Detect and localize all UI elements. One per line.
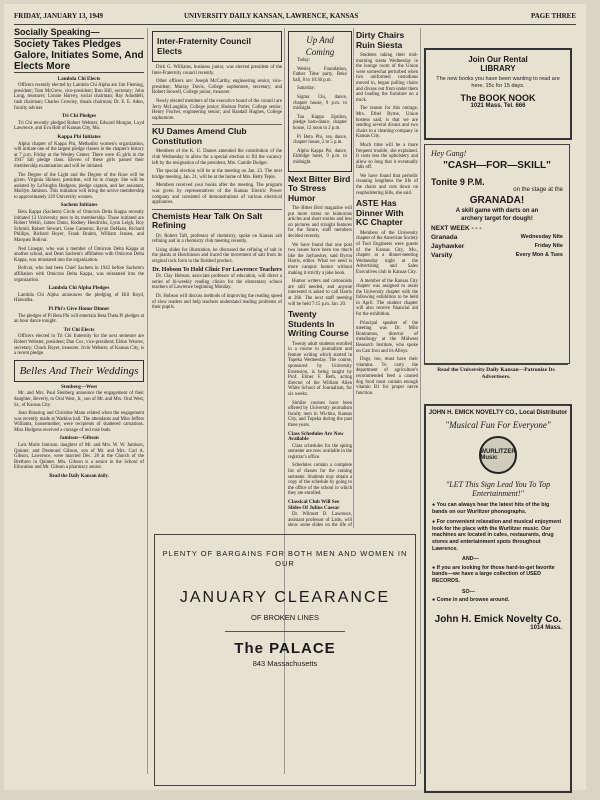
item-heading: Kappa Phi Initiates xyxy=(57,133,101,140)
weddings-items xyxy=(14,385,144,471)
wurlitzer-logo-icon xyxy=(479,436,517,474)
classical-text xyxy=(288,512,352,528)
upcoming-paragraph: Alpha Kappa Psi, dance, Eldridge hotel, 9 p.m. to midnight. xyxy=(293,148,347,165)
emick-slogan: "Musical Fun For Everyone" xyxy=(445,420,551,430)
granada-line6: A skill game with darts on an archery target for dough! xyxy=(455,208,539,222)
bitter-bird-text xyxy=(288,206,352,307)
granada-when: Wednesday Nite xyxy=(520,234,563,240)
ifc-box xyxy=(152,31,282,62)
dames-paragraph: Members of the K. U. Dames amended the constitution of the club Wednesday to allow for a special election to fill the vacancy left by the resignation of the president, Mrs. Camile Dodger. xyxy=(152,149,282,166)
granada-ad xyxy=(424,144,570,364)
item-text: Mr. and Mrs. Paul Stenberg announce the engagement of their daughter, Beverly, to Oral West, Jr., son of Mr. and Mrs. Oral West, Sr., of Kansas City. xyxy=(14,391,144,408)
item-text: Officers elected in Tri Chi fraternity for the next semester are Robert Webster, president; Dan Cox, vice-president; Eldon Weaver, secretary; Chuck Boyer, treasurer. Irvin Webster, of Kansas City, is a recent pledge. xyxy=(14,334,144,357)
rental-line2: LIBRARY xyxy=(480,64,516,73)
emick-company: John H. Emick Novelty Co. xyxy=(434,613,562,625)
masthead-paper: UNIVERSITY DAILY KANSAN, LAWRENCE, KANSAS xyxy=(184,12,359,20)
advertisers-footer: Read the University Daily Kansan—Patronize Its Advertisers. xyxy=(424,364,568,406)
granada-when: Friday Nite xyxy=(534,243,563,249)
item-heading: Stenberg—West xyxy=(60,383,98,390)
rental-store: The BOOK NOOK xyxy=(460,93,536,103)
upcoming-paragraph: Sigma Chi, dance, chapter house, 9 p.m. to midnight. xyxy=(293,94,347,112)
column-rule xyxy=(420,28,421,774)
upcoming-headline: Up And Coming xyxy=(305,35,335,57)
footer-note: Read the Daily Kansan daily. xyxy=(49,474,109,480)
writing-paragraph: Similar courses have been offered by University journalism faculty men in Wichita, Kansas City, and Topeka during the past three years. xyxy=(288,400,352,428)
upcoming-paragraph: Today: xyxy=(297,58,311,63)
emick-address: 1014 Mass. xyxy=(530,624,562,631)
ifc-paragraph: Other officers are: Joseph McCarthy, engineering senior, vice-president; Murray Davis, College sophomore, secretary; and Robert Stowell, College junior, treasurer. xyxy=(152,79,282,96)
dames-text xyxy=(152,149,282,205)
aste-paragraph: Dogs, too, must have their vitamins. To carry the department of agriculture's recommended feed a canned dog food must contain enough vitamin B1 for proper nerve function. xyxy=(356,357,418,396)
granada-line2: "CASH—FOR—SKILL" xyxy=(443,160,551,171)
aste-headline: ASTE Has Dinner With KC Chapter xyxy=(356,198,404,228)
granada-line5: GRANADA! xyxy=(469,195,525,206)
dames-paragraph: Members received your books after the meeting. The program was given by representatives of the Kansas Electric Power company and consisted of demonstrations of various electrical appliances. xyxy=(152,183,282,206)
emick-bullet-3: ● If you are looking for those hard-to-get favorite bands—we have a large collection of USED RECORDS. xyxy=(432,565,564,585)
writing-text xyxy=(288,342,352,429)
item-text: Lambda Chi Alpha announces the pledging of Bill Boyd, Hiawatha. xyxy=(14,292,144,304)
item-heading: Lambda Chi Elects xyxy=(57,75,101,82)
granada-schedule-row xyxy=(431,234,563,241)
dirty-chairs-paragraph: We have found that periodic cleaning lengthens the life of the chairs and cuts down on reupholstering bills, she said. xyxy=(356,173,418,196)
granada-schedule-row xyxy=(431,252,563,259)
item-text: Lois Marie Jamison, daughter of Mr. and Mrs. W. W. Jamison, Quinter, and Desmond Gibson, son of Mr. and Mrs. Carl A. Gibson, Lawrence, were married Dec. 28 at the Church of the Brethren in Quinter. Mrs. Gibson is a senior in the School of Education and Mr. Gibson a pharmacy senior. xyxy=(14,443,144,471)
upcoming-paragraph: Wesley Foundation, Father Time party, Reko hall, 8 to 10:30 p.m. xyxy=(293,66,347,83)
item-text: Beta Kappa (Sachem) Circle of Omicron Delta Kappa recently initiated 13 University men to its membership. Those initiated are Robert Welsh, James Dunn, Rodney Hendricks, Lynn Leigh, Roy Schmid, Robert Stewart, Gene Cameron, Byron DeHaan, Richard Phillips, Richard Boyer, Frank Brahm, William Jensen, and Marquez Bolivar. xyxy=(14,210,144,244)
society-items xyxy=(14,77,144,357)
emick-so: SO— xyxy=(462,588,475,595)
emick-tagline: "LET This Sign Lead You To Top Entertainment!" xyxy=(445,480,551,498)
rental-line1: Join Our Rental xyxy=(468,55,528,64)
clearance-store: The PALACE xyxy=(234,640,336,657)
rental-library-ad xyxy=(424,48,572,140)
clearance-line1: PLENTY OF BARGAINS FOR BOTH MEN AND WOMEN IN OUR xyxy=(162,549,408,568)
granada-schedule xyxy=(425,234,569,259)
emick-header: JOHN H. EMICK NOVELTY CO., Local Distributor xyxy=(428,410,568,416)
emick-and: AND— xyxy=(462,556,479,563)
clearance-line3: OF BROKEN LINES xyxy=(251,613,319,622)
emick-bullet-4: ● Come in and browse around. xyxy=(432,597,564,604)
bitter-bird-paragraph: Humor writers and cartoonists are still needed, and anyone interested is asked to call Harris at 266. The next staff meeting will be held 7:15 p.m. Jan. 20. xyxy=(288,279,352,307)
dirty-chairs-paragraph: Much time will be a more frequent trouble, she explained. It costs less the upholstery and allow so long that it eventually falls off. xyxy=(356,142,418,171)
granada-line1: Hey Gang! xyxy=(431,149,467,158)
clearance-line2: JANUARY CLEARANCE xyxy=(179,589,391,606)
item-heading: Tri Chi Pledges xyxy=(61,113,97,120)
upcoming-box xyxy=(288,31,352,172)
column-rule xyxy=(353,28,354,528)
weddings-box xyxy=(14,360,144,382)
schedules-text xyxy=(288,444,352,497)
weddings-title: Belles And Their Weddings xyxy=(19,364,139,377)
item-text: The Degree of the Light and the Degree of the Rose will be given. Virginia Skinner, president, will be in charge. She will be assisted by LaVaughn Hudgens, pledge captain, and her assistant, Marilyn Jamison. This initiation will bring the active membership to approximately 120 University women. xyxy=(14,172,144,200)
granada-line4: on the stage at the xyxy=(513,187,563,193)
upcoming-paragraph: Saturday: xyxy=(297,86,316,92)
clearance-rule xyxy=(225,631,345,632)
emick-bullet-2: ● For convenient relaxation and musical enjoyment look for the place with the Wurlitzer music. Our machines are located in cafes, restaurants, drug stores and entertainment spots throughout Lawrence. xyxy=(432,519,564,552)
column-rule xyxy=(147,28,148,774)
palace-clearance-ad xyxy=(154,534,416,786)
dirty-chairs-headline: Dirty Chairs Ruin Siesta xyxy=(356,30,405,50)
newspaper-page xyxy=(4,4,586,790)
hobson-paragraph: Dr. Clay Hobson, associate professor of education, will direct a series of bi-weekly reading clinics for the elementary school teachers of Lawrence beginning Monday. xyxy=(152,274,282,291)
item-text: Alpha chapter of Kappa Phi, Methodist women's organization, will initiate one of the largest pledge classes in the chapter's history at 7 p.m. Friday at the Wesley Center. There were 45 girls in the 1947 fall pledge class. Eleven of these girls passed their membership examination and will be initiated. xyxy=(14,141,144,169)
dames-paragraph: The special election will be at the meeting on Jan. 23. The next bridge meeting, Jan. 21, will be at the home of Mrs. Betty Teple. xyxy=(152,169,282,180)
item-text: Ned Linegar, who was a member of Omicron Delta Kappa at another school, and Dean Sachem's affiliation with Omicron Delta Kappa, was reinstated into the organization. xyxy=(14,246,144,263)
granada-place: Granada xyxy=(431,234,458,241)
bitter-bird-paragraph: We have found that one post two issues have been too much like the Jayhawker, said Byron Harris, editor. What we need is more campus humor without making it strictly a joke book. xyxy=(288,242,352,276)
ifc-text xyxy=(152,65,282,121)
granada-place: Jayhawker xyxy=(431,243,465,250)
section-title: Socially Speaking— xyxy=(14,27,100,37)
item-text: Officers recently elected by Lambda Chi Alpha are Jim Fleming, president; Tom McGrew, vice-president; Ron Hill, secretary; John Long, treasurer; Lonnie Harvey, social chairman; Ray Aduddell, rush chairman; Charles Crowley, rituals chairman; Dr. E. E. Aden, faculty adviser. xyxy=(14,83,144,111)
writing-headline: Twenty Students In Writing Course xyxy=(288,309,349,339)
aste-paragraph: Members of the University chapter of the American Society of Tool Engineers were guests of the Kansas City, Mo., chapter at a dinner-meeting Wednesday night at the Advertising and Sales Executives club in Kansas City. xyxy=(356,230,418,275)
rental-address: 1021 Mass. Tel. 666 xyxy=(470,103,526,109)
aste-paragraph: Principal speaker of the meeting was Dr. Milo Bontramos, director of metallurgy at the Midwest Research Institute, who spoke on Cast Iron and its Alloys. xyxy=(356,320,418,354)
wurlitzer-badge-text: WURLITZER Music xyxy=(480,449,516,461)
item-text: The pledges of Pi Beta Phi will entertain Beta Theta Pi pledges at an hour dance tonight. xyxy=(14,313,144,325)
hobson-paragraph: Dr. Hobson will discuss methods of improving the reading speed of slow readers and help teachers understand reading problems of their pupils. xyxy=(152,294,282,311)
masthead-page: PAGE THREE xyxy=(530,12,576,20)
dames-headline: KU Dames Amend Club Constitution xyxy=(152,124,282,146)
granada-line3: Tonite 9 P.M. xyxy=(431,177,485,187)
hobson-headline: Dr. Hobson To Hold Clinic For Lawrence Teachers xyxy=(152,266,282,273)
emick-novelty-ad xyxy=(424,404,572,793)
chemists-text xyxy=(152,234,282,265)
aste-paragraph: A member of the Kansas City chapter was assigned to assist the University chapter with the following exhibition to be held in April. The student chapter will also receive financial aid for the exhibition. xyxy=(356,278,418,318)
clearance-address: 843 Massachusetts xyxy=(252,659,318,668)
writing-paragraph: Twenty adult students enrolled in a course in journalism and feature writing which started in Topeka Wednesday. The course, sponsored by University Extension, is being taught by Prof. Elmer F. Beth, acting director of the William Allen White School of Journalism, for six weeks. xyxy=(288,341,352,397)
ifc-headline: Inter-Fraternity Council Elects xyxy=(157,36,251,56)
classical-headline: Classical Club Will See Slides Of Julius Caesar xyxy=(288,499,340,511)
chemists-headline: Chemists Hear Talk On Salt Refining xyxy=(152,209,282,231)
schedules-headline: Class Schedules Are Now Available xyxy=(288,430,344,443)
upcoming-paragraph: Pi Beta Phi, tea dance, chapter house, 2 to 5 p.m. xyxy=(293,134,347,146)
item-heading: Sachem Initiates xyxy=(60,202,98,209)
masthead xyxy=(14,12,576,25)
item-text: Bolivar, who had been Chief Sachem in 1942 before Sachem's affiliation with Omicron Delta Kappa, was reinstated into the organization. xyxy=(14,266,144,283)
item-heading: Jamison—Gibson xyxy=(59,435,99,442)
schedules-paragraph: Class schedules for the spring semester are now available in the registrar's office. xyxy=(288,443,352,460)
rental-line3: The new books you have been wanting to read are here. 15c for 15 days. xyxy=(436,76,560,89)
schedules-paragraph: Schedules contain a complete list of classes for the coming semester. Students may obtain a copy of the schedule by going to the office of the school in which they are enrolled. xyxy=(288,463,352,497)
item-heading: Tri Chi Elects xyxy=(63,326,95,333)
bitter-bird-headline: Next Bitter Bird To Stress Humor xyxy=(288,173,351,203)
chemists-paragraph: Using slides for illustration, he discussed the refining of salt in the plants at Hutchinson and traced the movement of salt from its original rock form to the finished product. xyxy=(152,247,282,265)
masthead-date: FRIDAY, JANUARY 13, 1949 xyxy=(14,12,104,20)
upcoming-text xyxy=(293,58,347,166)
upcoming-paragraph: Tau Kappa Epsilon, pledge barn-dance, chapter house, 12 noon to 2 p.m. xyxy=(293,114,347,131)
emick-bullet-1: ● You can always hear the latest hits of the big bands on our Wurlitzer phonographs. xyxy=(432,502,564,515)
item-text: Tri Chi recently pledged Robert Webster, Edward Morgan, Loyd Lawrence, and Eva Holt of Kansas City, Mo. xyxy=(14,120,144,132)
granada-when: Every Mon & Tues xyxy=(515,252,563,258)
granada-line7: NEXT WEEK - - - xyxy=(431,225,482,232)
ifc-paragraph: Newly elected members of the executive board of the council are Jerry McLaughlin, College junior; Hudson Parler, College senior; Henry Fischer, engineering senior; and Randall Hughes, College sophomore. xyxy=(152,98,282,121)
column-two xyxy=(152,28,282,528)
society-column xyxy=(14,28,144,480)
ifc-paragraph: Dick G. Williams, business junior, was elected president of the Inter-Fraternity council recently. xyxy=(152,65,282,76)
chemists-paragraph: Dr. Robert Taft, professor of chemistry, spoke on Kansas salt refining and in a chemistry club meeting recently. xyxy=(152,233,282,245)
classical-paragraph: Dr. Wilmott D. Lawrence, assistant professor of Latin, will show some slides on the life of xyxy=(288,512,352,528)
column-three xyxy=(288,28,352,528)
item-heading: Pi Phi's Give Honor Dinner xyxy=(48,305,110,312)
granada-place: Varsity xyxy=(431,252,453,259)
society-headline: Society Takes Pledges Galore, Initiates Some, And Elects More xyxy=(14,38,144,72)
item-heading: Lambda Chi Alpha Pledges xyxy=(48,285,110,292)
granada-schedule-row xyxy=(431,243,563,250)
bitter-bird-paragraph: The Bitter Bird magazine will put more stress on humorous articles and short stories and less on pictures and straight features for the future, staff members decided recently. xyxy=(288,206,352,239)
dirty-chairs-paragraph: The reason for this outrage, Mrs. Ethel Byrne, Union hostess said, is that we are sending several divans and two chairs to a cleaning company in Kansas City. xyxy=(356,106,418,140)
dirty-chairs-paragraph: Students taking their mid-morning siesta Wednesday in the lounge room of the Union were somewhat perturbed when two uniformed custodians moved in, began pulling chairs and divans out from under them and loading the furniture on a truck. xyxy=(356,53,418,103)
item-text: Joan Brassing and Christine Mann related when the engagement was recently made at Watkins hall. The attendants and Miss Jeffers Williams, housemother, were recipients of shattered carnations. Miss Hudgens received a corsage of red rose buds. xyxy=(14,411,144,433)
hobson-text xyxy=(152,274,282,311)
dirty-chairs-column xyxy=(356,28,418,528)
